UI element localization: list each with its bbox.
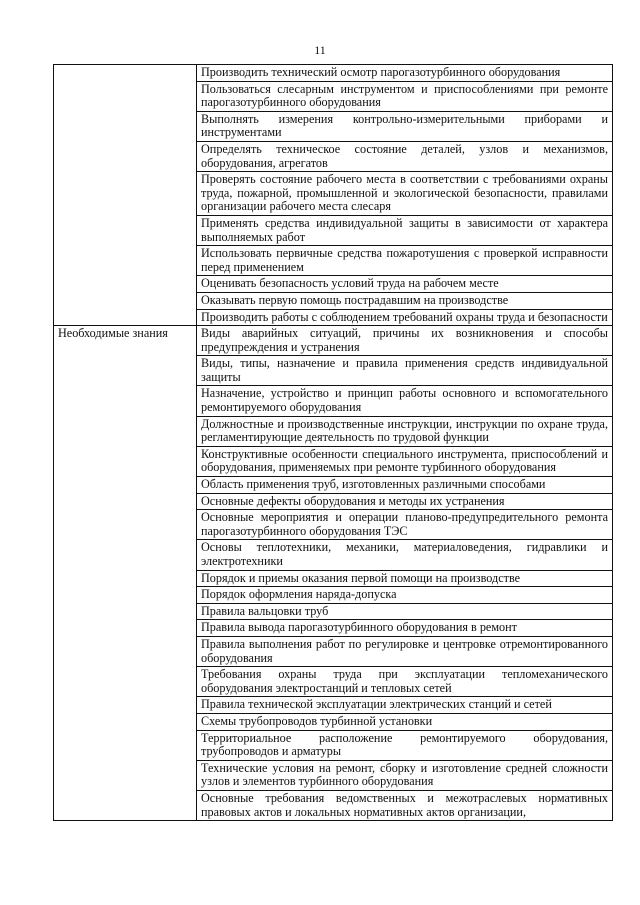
skills-item: Выполнять измерения контрольно-измерительными приборами и инструментами <box>197 111 613 141</box>
knowledge-item: Правила вальцовки труб <box>197 603 613 620</box>
page-number: 11 <box>314 43 326 57</box>
skills-item: Применять средства индивидуальной защиты в зависимости от характера выполняемых работ <box>197 215 613 245</box>
knowledge-item: Требования охраны труда при эксплуатации тепломеханического оборудования электростанций и тепловых сетей <box>197 667 613 697</box>
knowledge-item: Порядок оформления наряда-допуска <box>197 587 613 604</box>
skills-item: Использовать первичные средства пожаротушения с проверкой исправности перед применением <box>197 246 613 276</box>
knowledge-item: Основные требования ведомственных и межотраслевых нормативных правовых актов и локальных нормативных актов организации, <box>197 790 613 820</box>
knowledge-item: Виды аварийных ситуаций, причины их возникновения и способы предупреждения и устранения <box>197 326 613 356</box>
skills-item: Оценивать безопасность условий труда на рабочем месте <box>197 276 613 293</box>
knowledge-item: Основы теплотехники, механики, материаловедения, гидравлики и электротехники <box>197 540 613 570</box>
skills-item: Пользоваться слесарным инструментом и приспособлениями при ремонте парогазотурбинного оборудования <box>197 81 613 111</box>
knowledge-item: Правила технической эксплуатации электрических станций и сетей <box>197 697 613 714</box>
knowledge-item: Территориальное расположение ремонтируемого оборудования, трубопроводов и арматуры <box>197 730 613 760</box>
requirements-table <box>53 64 613 821</box>
knowledge-item: Назначение, устройство и принцип работы основного и вспомогательного ремонтируемого оборудования <box>197 386 613 416</box>
skills-item: Определять техническое состояние деталей, узлов и механизмов, оборудования, агрегатов <box>197 141 613 171</box>
skills-section-label <box>54 65 197 326</box>
knowledge-item: Должностные и производственные инструкции, инструкции по охране труда, регламентирующие деятельность по трудовой функции <box>197 416 613 446</box>
knowledge-section-label: Необходимые знания <box>54 326 197 821</box>
knowledge-item: Правила вывода парогазотурбинного оборудования в ремонт <box>197 620 613 637</box>
knowledge-item: Порядок и приемы оказания первой помощи на производстве <box>197 570 613 587</box>
skills-item: Производить технический осмотр парогазотурбинного оборудования <box>197 65 613 82</box>
knowledge-item: Схемы трубопроводов турбинной установки <box>197 713 613 730</box>
skills-item: Производить работы с соблюдением требований охраны труда и безопасности <box>197 309 613 326</box>
knowledge-item: Основные дефекты оборудования и методы их устранения <box>197 493 613 510</box>
knowledge-item: Конструктивные особенности специального инструмента, приспособлений и оборудования, применяемых при ремонте турбинного оборудования <box>197 446 613 476</box>
skills-item: Оказывать первую помощь пострадавшим на производстве <box>197 292 613 309</box>
knowledge-item: Виды, типы, назначение и правила применения средств индивидуальной защиты <box>197 356 613 386</box>
knowledge-item: Правила выполнения работ по регулировке и центровке отремонтированного оборудования <box>197 636 613 666</box>
skills-item: Проверять состояние рабочего места в соответствии с требованиями охраны труда, пожарной, промышленной и экологической безопасности, правилами организации рабочего места слесаря <box>197 172 613 216</box>
table-row <box>54 326 613 356</box>
table-row <box>54 65 613 82</box>
knowledge-item: Технические условия на ремонт, сборку и изготовление средней сложности узлов и элементов турбинного оборудования <box>197 760 613 790</box>
knowledge-item: Область применения труб, изготовленных различными способами <box>197 477 613 494</box>
knowledge-item: Основные мероприятия и операции планово-предупредительного ремонта парогазотурбинного оборудования ТЭС <box>197 510 613 540</box>
